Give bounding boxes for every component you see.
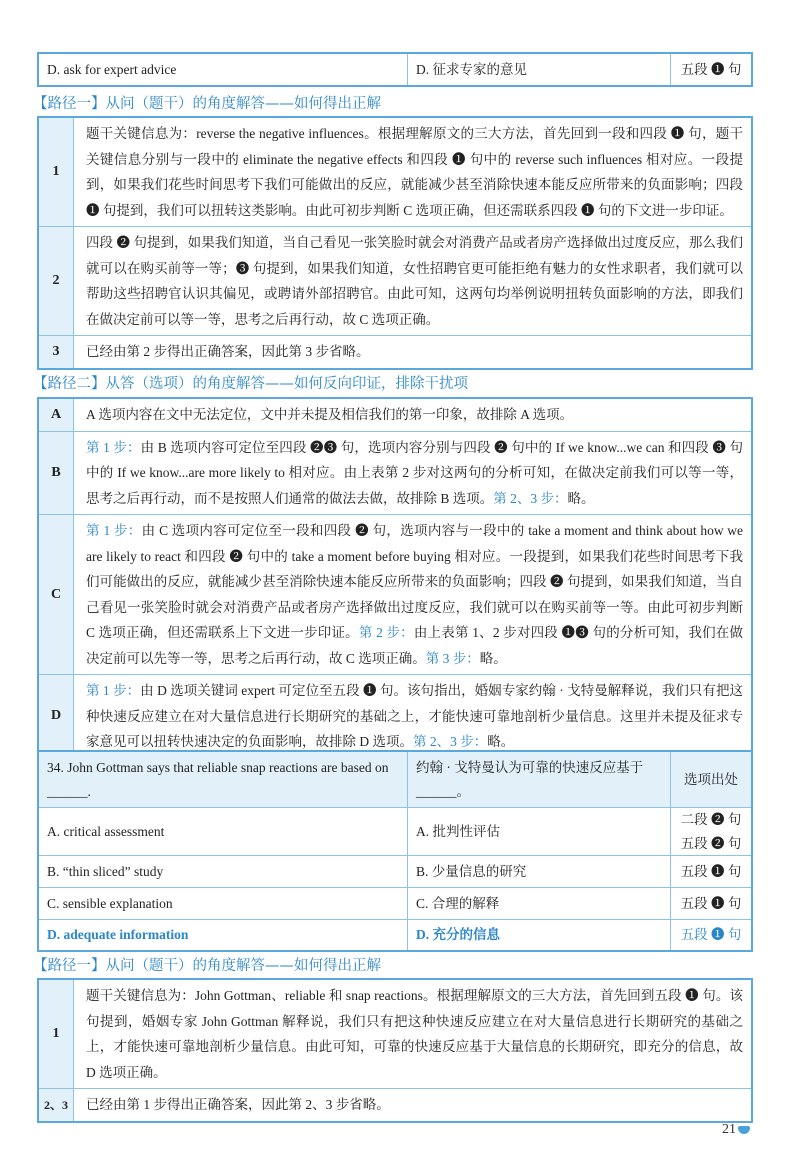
option-source: 五段 ❷ 句 bbox=[680, 835, 742, 851]
option-cn: D. 征求专家的意见 bbox=[408, 54, 671, 85]
option-analysis-row-a bbox=[39, 399, 751, 431]
option-label: B bbox=[39, 432, 74, 515]
step-text: 四段 ❷ 句提到，如果我们知道，当自己看见一张笑脸时就会对消费产品或者房产选择做出过度反应，那么我们就可以在购买前等一等；❸ 句提到，如果我们知道，女性招聘官更可能拒绝有魅力的女性求职者，我们就可以帮助这些招聘官认识其偏见，或聘请外部招聘官。由此可知，这两句均举例说明扭转负面影响的方法，即我们在做决定前可以等一等，思考之后再行动，故 C 选项正确。 bbox=[86, 235, 743, 327]
step-label: 2、3 bbox=[39, 1089, 74, 1121]
path1-table-q33 bbox=[37, 116, 753, 370]
option-source: 五段 ❶ 句 bbox=[680, 927, 742, 942]
option-analysis-row-d bbox=[39, 674, 751, 758]
analysis-text: 略。 bbox=[487, 734, 515, 749]
step-label: 1 bbox=[39, 118, 74, 226]
step-marker: 第 2、3 步： bbox=[493, 490, 568, 506]
analysis-text: 由上表第 1、2 步对四段 ❶❸ 句的分析可知，我们在做决定前可以先等一等，思考之后再行动，故 C 选项正确。 bbox=[86, 625, 743, 666]
option-cn: D. 充分的信息 bbox=[408, 920, 671, 950]
option-en: C. sensible explanation bbox=[39, 888, 408, 919]
option-table-33-tail bbox=[37, 52, 753, 87]
analysis-text: 由 C 选项内容可定位至一段和四段 ❷ 句，选项内容与一段中的 take a moment and think about how we are likely to react 和四段 ❷ 句中的 take a moment before buying 相对应。一段提到，如果我们花些时间思考下我们可能做出的反应，就能减少甚至消除快速本能反应所带来的负面影响；四段 ❷ 句提到，如果我们知道，当自己看见一张笑脸时就会对消费产品或者房产选择做出过度反应，我们就可以在购买前等一等。由此可初步判断 C 选项正确，但还需联系上下文进一步印证。 bbox=[86, 523, 744, 640]
analysis-text: 由 D 选项关键词 expert 可定位至五段 ❶ 句。该句指出，婚姻专家约翰 · 戈特曼解释说，我们只有把这种快速反应建立在对大量信息进行长期研究的基础之上，才能快速可靠地剖析少量信息。这里并未提及征求专家意见可以扭转快速决定的负面影响，故排除 D 选项。 bbox=[86, 683, 743, 749]
option-row-d-correct bbox=[39, 919, 751, 950]
analysis-text: 由 B 选项内容可定位至四段 ❷❸ 句，选项内容分别与四段 ❷ 句中的 If we know...we can 和四段 ❸ 句中的 If we know...are more likely to 相对应。由上表第 2 步对这两句的分析可知，在做决定前我们可以等一等，思考之后再行动，而不是按照人们通常的做法去做，故排除 B 选项。 bbox=[86, 439, 743, 506]
step-row bbox=[39, 980, 751, 1088]
option-en: D. adequate information bbox=[39, 920, 408, 950]
page-number bbox=[722, 1122, 750, 1138]
option-cn: B. 少量信息的研究 bbox=[408, 856, 671, 887]
option-analysis-row-c bbox=[39, 514, 751, 674]
step-marker: 第 3 步： bbox=[425, 650, 480, 666]
step-marker: 第 2 步： bbox=[358, 625, 414, 640]
path1-heading-q34: 【路径一】从问（题干）的角度解答——如何得出正解 bbox=[33, 958, 381, 974]
step-text: 已经由第 2 步得出正确答案，因此第 3 步省略。 bbox=[86, 344, 370, 359]
option-row-a bbox=[39, 807, 751, 855]
option-analysis-row-b bbox=[39, 431, 751, 515]
option-label: A bbox=[39, 399, 74, 431]
option-label: C bbox=[39, 515, 74, 674]
step-row bbox=[39, 118, 751, 226]
step-text: 已经由第 1 步得出正确答案，因此第 2、3 步省略。 bbox=[86, 1097, 390, 1112]
path2-heading-q33: 【路径二】从答（选项）的角度解答——如何反向印证，排除干扰项 bbox=[33, 376, 468, 392]
question-header-row bbox=[39, 752, 751, 807]
option-en: B. “thin sliced” study bbox=[39, 856, 408, 887]
source-header: 选项出处 bbox=[684, 771, 738, 787]
step-text: 题干关键信息为：reverse the negative influences。根据理解原文的三大方法，首先回到一段和四段 ❶ 句，题干关键信息分别与一段中的 eliminate the negative effects 和四段 ❶ 句中的 reverse such influences 相对应。一段提到，如果我们花些时间思考下我们可能做出的反应，就能减少甚至消除快速本能反应所带来的负面影响；四段 ❶ 句提到，我们可以扭转这类影响。由此可初步判断 C 选项正确，但还需联系四段 ❶ 句的下文进一步印证。 bbox=[86, 126, 743, 218]
option-row-b bbox=[39, 855, 751, 887]
step-marker: 第 1 步： bbox=[86, 523, 142, 538]
step-row bbox=[39, 226, 751, 335]
step-marker: 第 1 步： bbox=[86, 439, 141, 455]
option-en: D. ask for expert advice bbox=[39, 54, 408, 85]
path1-heading-q33: 【路径一】从问（题干）的角度解答——如何得出正解 bbox=[33, 96, 381, 112]
option-row-c bbox=[39, 887, 751, 919]
page-number-text: 21 bbox=[722, 1122, 736, 1137]
step-label: 1 bbox=[39, 980, 74, 1088]
analysis-text: 略。 bbox=[479, 650, 507, 666]
path1-table-q34 bbox=[37, 978, 753, 1123]
analysis-text: A 选项内容在文中无法定位，文中并未提及相信我们的第一印象，故排除 A 选项。 bbox=[86, 407, 574, 422]
option-source: 五段 ❶ 句 bbox=[680, 895, 742, 911]
option-row-d bbox=[39, 54, 751, 85]
step-marker: 第 2、3 步： bbox=[413, 734, 488, 749]
step-row bbox=[39, 1088, 751, 1121]
analysis-text: 略。 bbox=[567, 490, 595, 506]
option-source: 二段 ❷ 句 bbox=[680, 811, 742, 827]
option-source: 五段 ❶ 句 bbox=[680, 863, 742, 879]
step-text: 题干关键信息为：John Gottman、reliable 和 snap reactions。根据理解原文的三大方法，首先回到五段 ❶ 句。该句提到，婚姻专家 John Gottman 解释说，我们只有把这种快速反应建立在对大量信息进行长期研究的基础之上，才能快速可靠地剖析少量信息。由此可知，可靠的快速反应基于大量信息的长期研究，即充分的信息，故 D 选项正确。 bbox=[86, 988, 743, 1080]
option-en: A. critical assessment bbox=[39, 808, 408, 855]
option-table-q34 bbox=[37, 750, 753, 952]
option-cn: C. 合理的解释 bbox=[408, 888, 671, 919]
step-label: 3 bbox=[39, 336, 74, 368]
question-en: 34. John Gottman says that reliable snap reactions are based on ______. bbox=[39, 752, 408, 807]
step-label: 2 bbox=[39, 227, 74, 335]
step-marker: 第 1 步： bbox=[86, 683, 141, 698]
option-label: D bbox=[39, 675, 74, 758]
graduation-cap-icon bbox=[738, 1126, 750, 1134]
option-cn: A. 批判性评估 bbox=[408, 808, 671, 855]
option-source: 五段 ❶ 句 bbox=[680, 61, 742, 77]
question-cn: 约翰 · 戈特曼认为可靠的快速反应基于______。 bbox=[408, 752, 671, 807]
step-row bbox=[39, 335, 751, 368]
path2-table-q33 bbox=[37, 397, 753, 760]
